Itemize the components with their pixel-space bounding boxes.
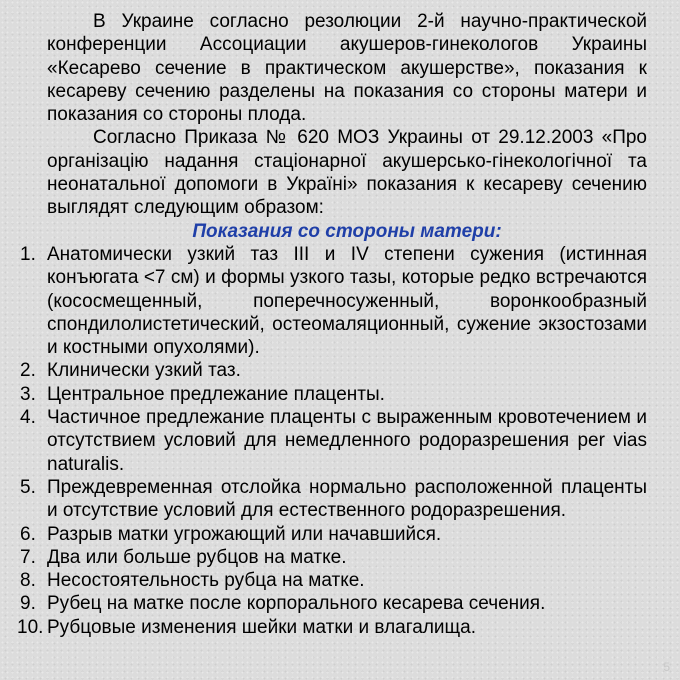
- list-item: [17, 616, 647, 639]
- list-item: [20, 523, 647, 546]
- item-text: Разрыв матки угрожающий или начавшийся.: [47, 523, 442, 545]
- text-block: [17, 10, 647, 639]
- item-text: Клинически узкий таз.: [47, 360, 241, 382]
- intro-paragraph: В Украине согласно резолюции 2-й научно-практической конференции Ассоциации акушеров-гинекологов Украины «Кесарево сечение в практическом акушерстве», показания к кесареву сечению разделены на показания со стороны матери и показания со стороны плода.: [47, 11, 647, 126]
- item-number: 8.: [20, 570, 36, 592]
- item-number: 2.: [20, 360, 36, 382]
- list-item: [20, 592, 647, 615]
- list-item: [20, 359, 647, 382]
- item-text: Рубцовые изменения шейки матки и влагалища.: [47, 616, 476, 638]
- item-text: Преждевременная отслойка нормально расположенной плаценты и отсутствие условий для естественного родоразрешения.: [47, 476, 647, 522]
- item-number: 9.: [20, 593, 36, 615]
- item-number: 7.: [20, 546, 36, 568]
- slide-corner-mark: 5: [663, 660, 670, 674]
- item-text: Частичное предлежание плаценты с выраженным кровотечением и отсутствием условий для немедленного родоразрешения per vias naturalis.: [47, 407, 647, 475]
- list-item: [20, 476, 647, 523]
- maternal-indications-heading: Показания со стороны матери:: [192, 220, 502, 242]
- item-text: Два или больше рубцов на матке.: [47, 546, 347, 568]
- item-number: 1.: [20, 243, 36, 265]
- item-number: 4.: [20, 407, 36, 429]
- list-item: [20, 569, 647, 592]
- list-item: [20, 243, 647, 359]
- list-item: [20, 406, 647, 476]
- list-item: [20, 383, 647, 406]
- item-number: 10.: [17, 616, 44, 638]
- item-text: Центральное предлежание плаценты.: [47, 383, 385, 405]
- item-text: Анатомически узкий таз III и IV степени сужения (истинная конъюгата <7 см) и формы узкого тазы, которые редко встречаются (кососмещенный, поперечносуженный, воронкообразный спондилолистетический, остеомаляционный, сужение экзостозами и костными опухолями).: [47, 243, 647, 359]
- list-item: [20, 546, 647, 569]
- item-number: 3.: [20, 383, 36, 405]
- item-text: Рубец на матке после корпорального кесарева сечения.: [47, 593, 546, 615]
- item-number: 6.: [20, 523, 36, 545]
- indications-list: [17, 243, 647, 639]
- item-number: 5.: [20, 476, 36, 498]
- order-paragraph: Согласно Приказа № 620 МОЗ Украины от 29.12.2003 «Про організацію надання стаціонарної акушерсько-гінекологічної та неонатальної допомоги в Україні» показания к кесареву сечению выглядят следующим образом:: [47, 127, 647, 219]
- item-text: Несостоятельность рубца на матке.: [47, 570, 365, 592]
